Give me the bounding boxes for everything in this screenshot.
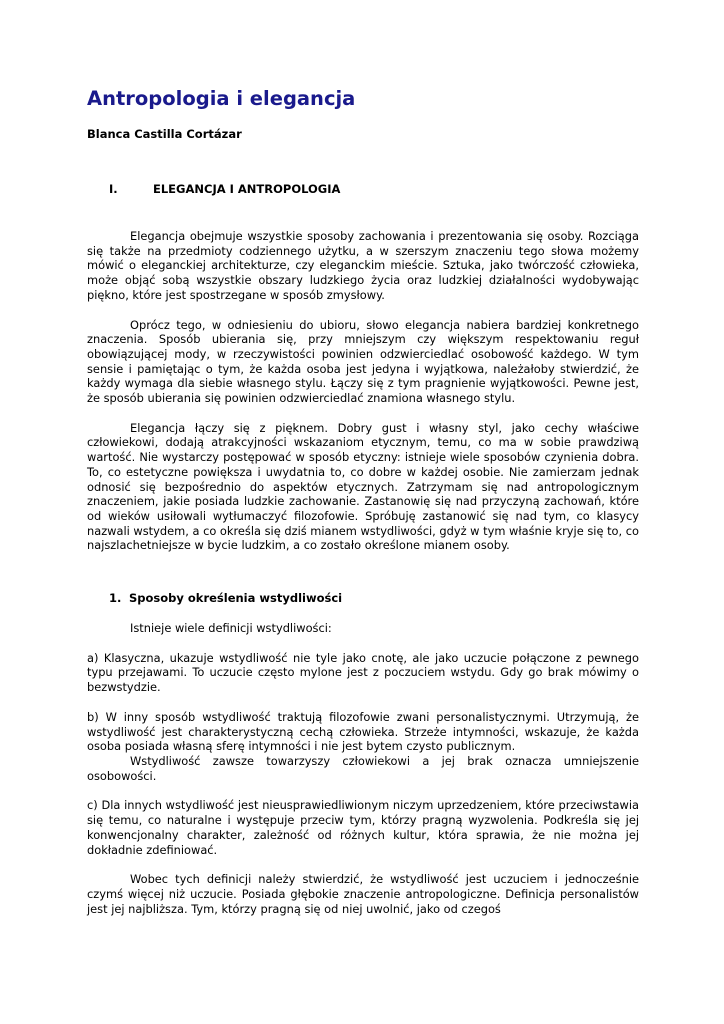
subsection-title: Sposoby określenia wstydliwości xyxy=(129,591,343,606)
paragraph-8: c) Dla innych wstydliwość jest nieusprawiedliwionym niczym uprzedzeniem, które przeciwstawia się temu, co naturalne i występuje przeciw tym, którzy pragną wyzwolenia. Podkreśla się jej konwencjonalny charakter, zależność od różnych kultur, która sprawia, że nie można jej dokładnie zdefiniować. xyxy=(87,798,639,857)
section-heading xyxy=(87,181,639,197)
paragraph-6: b) W inny sposób wstydliwość traktują filozofowie zwani personalistycznymi. Utrzymują, że wstydliwość jest charakterystyczną cechą człowieka. Strzeże intymności, wskazuje, że każda osoba posiada własną sferę intymności i nie jest bytem czysto publicznym. xyxy=(87,709,639,754)
section-number: I. xyxy=(109,182,118,196)
author-name: Blanca Castilla Cortázar xyxy=(87,127,242,141)
paragraph-1: Elegancja obejmuje wszystkie sposoby zachowania i prezentowania się osoby. Rozciąga się także na przedmioty codziennego użytku, a w szerszym znaczeniu tego słowa możemy mówić o eleganckiej architekturze, czy eleganckim mieście. Sztuka, jako twórczość człowieka, może objąć sobą wszystkie obszary ludzkiego życia oraz ludzkiej działalności wydobywając piękno, które jest spostrzegane w sposób zmysłowy. xyxy=(87,229,639,302)
subsection-heading xyxy=(87,590,639,606)
paragraph-7: Wstydliwość zawsze towarzyszy człowiekowi a jej brak oznacza umniejszenie osobowości. xyxy=(87,753,639,783)
section-title: ELEGANCJA I ANTROPOLOGIA xyxy=(153,182,341,196)
paragraph-9: Wobec tych definicji należy stwierdzić, że wstydliwość jest uczuciem i jednocześnie czymś więcej niż uczucie. Posiada głębokie znaczenie antropologiczne. Definicja personalistów jest jej najbliższa. Tym, którzy pragną się od niej uwolnić, jako od czegoś xyxy=(87,872,639,916)
paragraph-5: a) Klasyczna, ukazuje wstydliwość nie tyle jako cnotę, ale jako uczucie połączone z pewnego typu przejawami. To uczucie często mylone jest z poczuciem wstydu. Gdy go brak mówimy o bezwstydzie. xyxy=(87,650,639,695)
paragraph-2: Oprócz tego, w odniesieniu do ubioru, słowo elegancja nabiera bardziej konkretnego znaczenia. Sposób ubierania się, przy mniejszym czy większym respektowaniu reguł obowiązującej mody, w rzeczywistości powinien odzwierciedlać osobowość każdego. W tym sensie i pamiętając o tym, że każda osoba jest jedyna i wyjątkowa, należałoby stwierdzić, że każdy wymaga dla siebie własnego stylu. Łączy się z tym pragnienie wyjątkowości. Pewne jest, że sposób ubierania się powinien odzwierciedlać znamiona własnego stylu. xyxy=(87,317,639,406)
page-title: Antropologia i elegancja xyxy=(87,87,356,110)
subsection-number: 1. xyxy=(109,591,122,606)
document-page xyxy=(87,86,639,916)
paragraph-3: Elegancja łączy się z pięknem. Dobry gust i własny styl, jako cechy właściwe człowiekowi, dodają atrakcyjności wskazaniom etycznym, temu, co ma w sobie prawdziwą wartość. Nie wystarczy postępować w sposób etyczny: istnieje wiele sposobów czynienia dobra. To, co estetyczne powiększa i uwydatnia to, co dobre w każdej osobie. Nie zamierzam jednak odnosić się bezpośrednio do aspektów etycznych. Zatrzymam się nad antropologicznym znaczeniem, jakie posiada ludzkie zachowanie. Zastanowię się nad przyczyną zachowań, które od wieków usiłowali wytłumaczyć filozofowie. Spróbuję zastanowić się nad tym, co klasycy nazwali wstydem, a co określa się dziś mianem wstydliwości, gdyż w tym właśnie kryje się to, co najszlachetniejsze w bycie ludzkim, a co zostało określone mianem osoby. xyxy=(87,420,639,553)
paragraph-4: Istnieje wiele definicji wstydliwości: xyxy=(130,621,332,636)
